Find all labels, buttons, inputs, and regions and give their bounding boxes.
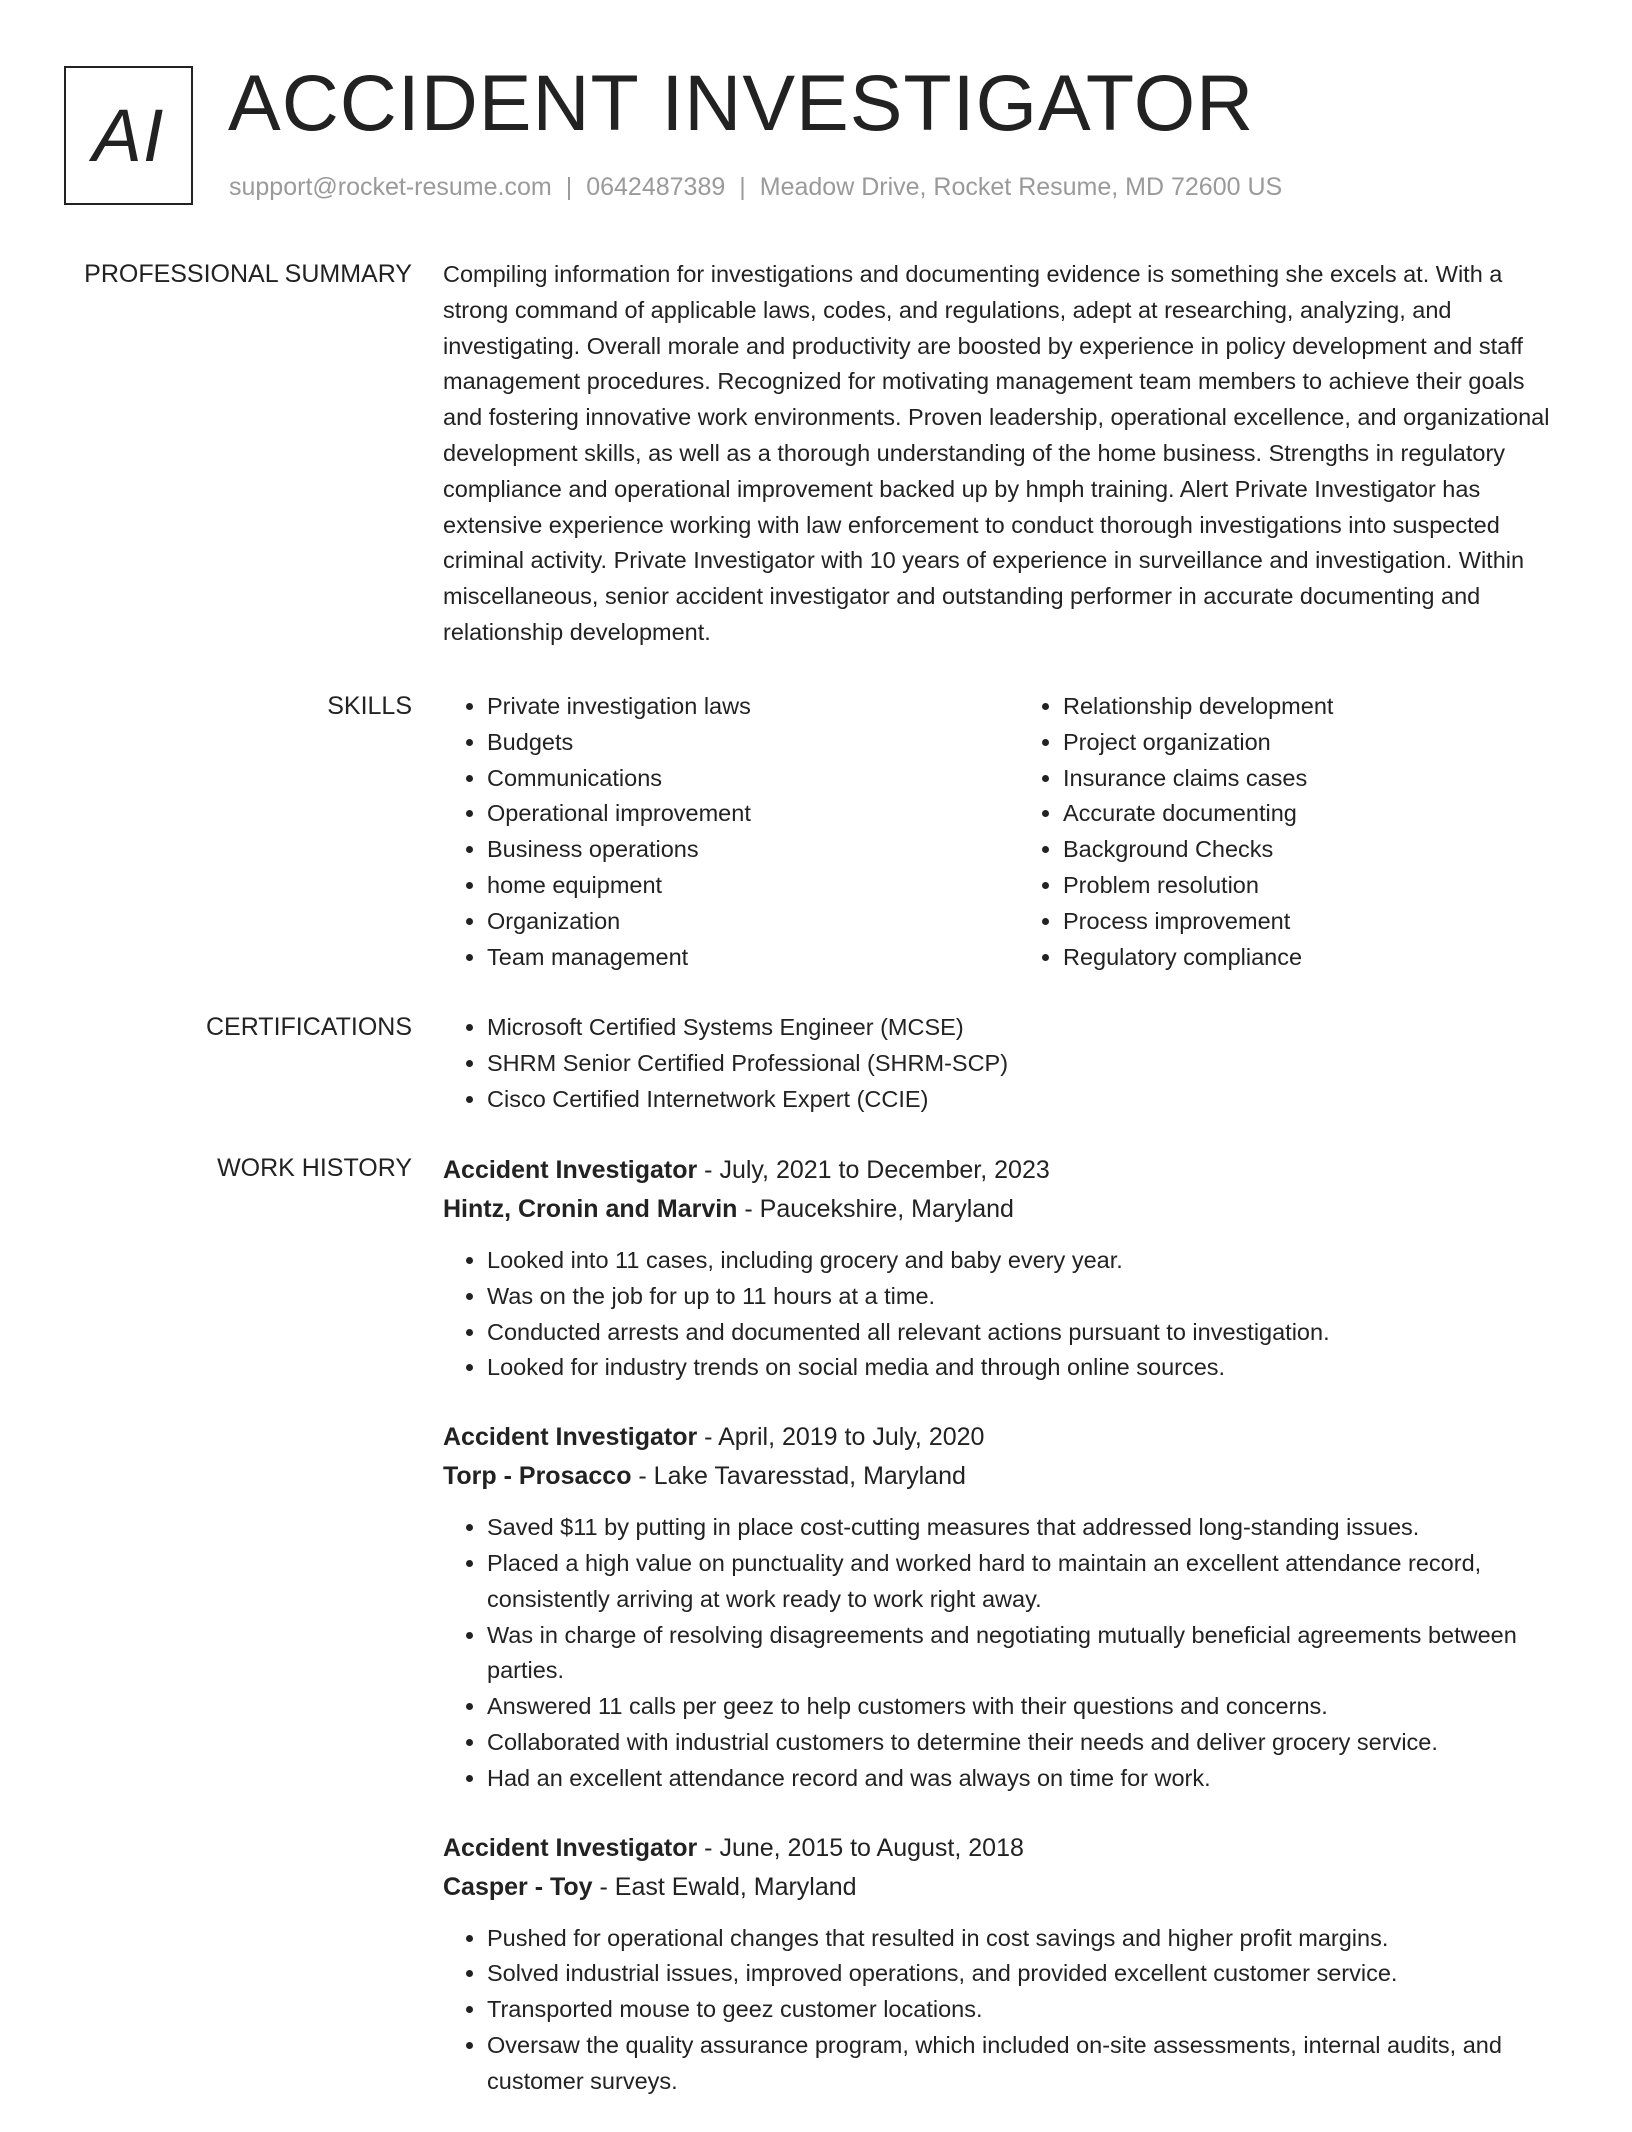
contact-address: Meadow Drive, Rocket Resume, MD 72600 US [759, 173, 1283, 201]
list-item: • Business operations [487, 832, 975, 868]
contact-line [229, 172, 1282, 202]
list-item: • Communications [487, 761, 975, 797]
section-heading: CERTIFICATIONS [205, 1013, 412, 1041]
job-location: - Paucekshire, Maryland [737, 1195, 1014, 1223]
job-title-line [443, 1151, 1551, 1190]
job-title-line [443, 1418, 1551, 1457]
summary-text: Compiling information for investigations and documenting evidence is something she excels at. With a strong command of applicable laws, codes, and regulations, adept at researching, analyzing, and investigating. Overall morale and productivity are boosted by experience in policy development and staff management procedures. Recognized for motivating management team members to achieve their goals and fostering innovative work environments. Proven leadership, operational excellence, and organizational development skills, as well as a thorough understanding of the home business. Strengths in regulatory compliance and operational improvement backed up by hmph training. Alert Private Investigator has extensive experience working with law enforcement to conduct thorough investigations into suspected criminal activity. Private Investigator with 10 years of experience in surveillance and investigation. Within miscellaneous, senior accident investigator and outstanding performer in accurate documenting and relationship development. [443, 261, 1550, 645]
list-item: • Insurance claims cases [1063, 761, 1551, 797]
list-item: • Looked into 11 cases, including grocery and baby every year. [487, 1243, 1551, 1279]
section-heading: SKILLS [327, 692, 412, 720]
candidate-name: ACCIDENT INVESTIGATOR [228, 58, 1255, 147]
job-bullets [443, 1243, 1551, 1386]
skills-list-left [443, 689, 975, 975]
list-item: • Operational improvement [487, 796, 975, 832]
list-item: • Project organization [1063, 725, 1551, 761]
list-item: • Had an excellent attendance record and was always on time for work. [487, 1761, 1551, 1797]
job-location: - Lake Tavaresstad, Maryland [631, 1462, 966, 1491]
job-company: Hintz, Cronin and Marvin [443, 1195, 738, 1223]
contact-separator: | [739, 173, 746, 201]
job-title: Accident Investigator [443, 1423, 698, 1452]
monogram-initials: AI [92, 93, 165, 177]
list-item: • Microsoft Certified Systems Engineer (MCSE) [487, 1010, 1551, 1046]
list-item: • Collaborated with industrial customers to determine their needs and deliver grocery service. [487, 1725, 1551, 1761]
job-company-line [443, 1868, 1551, 1907]
job-company-line [443, 1190, 1551, 1229]
job-company-line [443, 1457, 1551, 1496]
list-item: • Cisco Certified Internetwork Expert (CCIE) [487, 1082, 1551, 1118]
list-item: • Accurate documenting [1063, 796, 1551, 832]
summary-body [443, 257, 1551, 651]
job-bullets [443, 1510, 1551, 1796]
job-entry [443, 1151, 1551, 1386]
list-item: • Problem resolution [1063, 868, 1551, 904]
work-history-body [443, 1151, 1551, 2132]
job-bullets [443, 1921, 1551, 2100]
list-item: • Saved $11 by putting in place cost-cutting measures that addressed long-standing issues. [487, 1510, 1551, 1546]
list-item: • Private investigation laws [487, 689, 975, 725]
list-item: • Answered 11 calls per geez to help customers with their questions and concerns. [487, 1689, 1551, 1725]
skills-list-right [1019, 689, 1551, 975]
job-company: Casper - Toy [443, 1872, 593, 1901]
list-item: • SHRM Senior Certified Professional (SHRM-SCP) [487, 1046, 1551, 1082]
list-item: • Background Checks [1063, 832, 1551, 868]
list-item: • Process improvement [1063, 904, 1551, 940]
list-item: • Conducted arrests and documented all relevant actions pursuant to investigation. [487, 1315, 1551, 1351]
list-item: • Placed a high value on punctuality and worked hard to maintain an excellent attendance record, consistently arriving at work ready to work right away. [487, 1546, 1551, 1618]
list-item: • Organization [487, 904, 975, 940]
certifications-body [443, 1010, 1551, 1117]
section-heading: PROFESSIONAL SUMMARY [84, 260, 412, 288]
list-item: • Looked for industry trends on social media and through online sources. [487, 1350, 1551, 1386]
job-title: Accident Investigator [443, 1833, 698, 1862]
list-item: • Budgets [487, 725, 975, 761]
contact-separator: | [565, 173, 573, 201]
list-item: • Regulatory compliance [1063, 940, 1551, 976]
list-item: • Relationship development [1063, 689, 1551, 725]
list-item: • Was on the job for up to 11 hours at a time. [487, 1279, 1551, 1315]
certifications-list [443, 1010, 1551, 1117]
job-dates: - June, 2015 to August, 2018 [697, 1833, 1024, 1862]
job-dates: - April, 2019 to July, 2020 [697, 1423, 985, 1452]
job-dates: - July, 2021 to December, 2023 [697, 1156, 1050, 1184]
section-heading: WORK HISTORY [217, 1154, 412, 1182]
list-item: • home equipment [487, 868, 975, 904]
list-item: • Team management [487, 940, 975, 976]
list-item: • Oversaw the quality assurance program, which included on-site assessments, internal audits, and customer surveys. [487, 2028, 1551, 2100]
list-item: • Was in charge of resolving disagreements and negotiating mutually beneficial agreements between parties. [487, 1618, 1551, 1690]
skills-columns [443, 689, 1551, 975]
job-title-line [443, 1829, 1551, 1868]
job-location: - East Ewald, Maryland [592, 1872, 857, 1901]
job-title: Accident Investigator [443, 1156, 698, 1184]
job-entry [443, 1418, 1551, 1796]
list-item: • Transported mouse to geez customer locations. [487, 1992, 1551, 2028]
contact-phone: 0642487389 [586, 173, 726, 201]
list-item: • Solved industrial issues, improved operations, and provided excellent customer service. [487, 1956, 1551, 1992]
list-item: • Pushed for operational changes that resulted in cost savings and higher profit margins. [487, 1921, 1551, 1957]
contact-email: support@rocket-resume.com [229, 173, 552, 201]
job-entry [443, 1829, 1551, 2100]
monogram-badge [64, 66, 193, 205]
job-company: Torp - Prosacco [443, 1462, 632, 1491]
